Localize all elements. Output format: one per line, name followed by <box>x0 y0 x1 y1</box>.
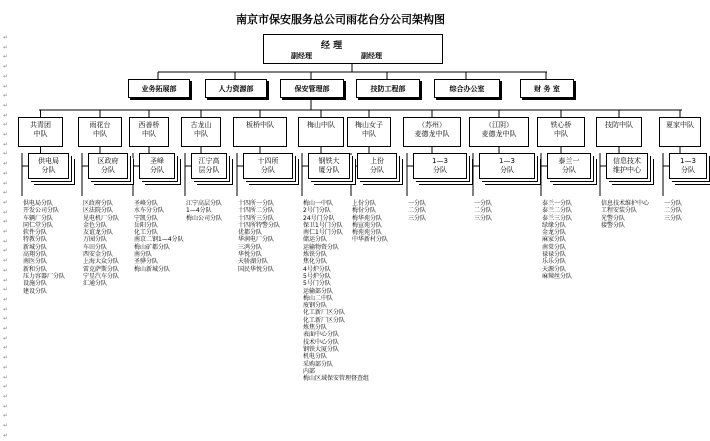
team-list-item: 华悦分队 <box>238 251 263 259</box>
team-list-item: 乐乐分队 <box>542 258 567 266</box>
squad-box <box>347 117 391 147</box>
team-list-item: 宁星汽车分队 <box>83 272 120 280</box>
paragraph-mark-icon: ↵ <box>3 82 9 90</box>
department-box: 业务拓展部 <box>128 79 190 98</box>
team-list-item: 见电机厂分队 <box>83 214 120 222</box>
team-list-item: 汇通分队 <box>83 280 108 288</box>
team-list-item: 一分队 <box>474 200 493 207</box>
department-box: 财 务 室 <box>520 79 574 98</box>
team-list-item: 万园分队 <box>83 236 108 244</box>
deputy-manager-right: 副经理 <box>361 52 382 60</box>
team-list-item: 接警分队 <box>601 221 626 229</box>
paragraph-mark-icon: ↵ <box>3 354 9 362</box>
team-list-item: 2号门分队 <box>303 207 331 215</box>
paragraph-mark-icon: ↵ <box>3 412 9 420</box>
team-list-item: 设施分队 <box>23 280 48 288</box>
team-box <box>308 153 350 179</box>
team-list-item: 华润电厂分队 <box>238 236 275 244</box>
paragraph-mark-icon: ↵ <box>3 208 9 216</box>
team-list <box>186 200 222 222</box>
paragraph-mark-icon: ↵ <box>3 402 9 410</box>
team-label: 1—3 分队 <box>432 157 448 174</box>
team-list-item: 同仁堂分队 <box>23 221 54 229</box>
team-list-item: 工程安装分队 <box>601 207 638 215</box>
squad-box <box>18 117 63 147</box>
team-list-item: 十四所一分队 <box>238 200 275 207</box>
chart-title: 南京市保安服务总公司雨花台分公司架构图 <box>236 13 445 26</box>
paragraph-mark-icon: ↵ <box>3 92 9 100</box>
squad-label: 梅山女子 中队 <box>355 121 383 138</box>
team-label: 十四所 分队 <box>257 157 279 174</box>
team-list-item: 5号炉分队 <box>303 272 331 280</box>
squad-label: 技防中队 <box>605 121 633 129</box>
team-list-item: 梅苑苑分队 <box>352 229 383 237</box>
team-list-item: 梅华苑分队 <box>352 214 383 222</box>
team-list-item: 区法院分队 <box>83 207 114 215</box>
team-list-item: 泰兰二分队 <box>542 207 573 215</box>
team-list-item: 供电局分队 <box>23 200 54 207</box>
paragraph-mark-icon: ↵ <box>3 363 9 371</box>
paragraph-mark-icon: ↵ <box>3 189 9 197</box>
paragraph-mark-icon: ↵ <box>3 63 9 71</box>
paragraph-mark-icon: ↵ <box>3 334 9 342</box>
team-list-item: 友谊龙分队 <box>83 229 114 237</box>
squad-box <box>129 117 169 147</box>
team-list-item: 南仁1号门分队 <box>303 229 343 237</box>
team-list-item: 十四所特警分队 <box>238 221 281 229</box>
team-list-item: 新和分队 <box>23 265 48 273</box>
team-box <box>479 153 535 179</box>
paragraph-mark-icon: ↵ <box>3 111 9 119</box>
paragraph-mark-icon: ↵ <box>3 305 9 313</box>
team-box <box>547 153 591 179</box>
team-list-item: 车田分队 <box>83 243 108 251</box>
squad-label: 西善桥 中队 <box>138 121 160 138</box>
team-list-item: 技术中心分队 <box>303 338 340 346</box>
team-list-item: 炼铁分队 <box>303 251 328 259</box>
department-box: 技防工程部 <box>356 79 420 98</box>
team-list-item: 5号门分队 <box>303 280 331 288</box>
team-list-item: 西安金分队 <box>83 251 114 259</box>
team-list-item: 宁凯分队 <box>134 214 159 222</box>
team-list <box>601 200 649 229</box>
squad-box <box>181 117 221 147</box>
team-list-item: 开发公司分队 <box>23 207 60 215</box>
team-list-item: 车辆厂分队 <box>23 214 54 222</box>
paragraph-mark-icon: ↵ <box>3 34 9 41</box>
team-box <box>606 153 648 179</box>
team-list-item: 二分队 <box>664 207 683 215</box>
team-list-item: 天骄湖分队 <box>238 258 269 266</box>
paragraph-mark-icon: ↵ <box>3 257 9 265</box>
team-list-item: 上份分队 <box>352 200 377 207</box>
team-list-item: 二分队 <box>474 207 493 215</box>
team-list-item: 二分队 <box>408 207 427 215</box>
paragraph-mark-icon: ↵ <box>3 392 9 400</box>
paragraph-mark-icon: ↵ <box>3 198 9 206</box>
team-list-item: 岳阳分队 <box>134 221 159 229</box>
squad-label: 铁心桥 中队 <box>550 121 572 138</box>
squad-label: 雨花台 中队 <box>89 121 111 138</box>
team-list-item: 一分队 <box>664 200 683 207</box>
team-list-item: 一分队 <box>408 200 427 207</box>
paragraph-mark-icon: ↵ <box>3 218 9 226</box>
team-box <box>191 153 227 179</box>
team-list-item: 废钢分队 <box>303 302 328 310</box>
team-label: 上份 分队 <box>370 157 384 174</box>
squad-box <box>233 117 287 147</box>
team-list-item: 机电分队 <box>303 353 328 361</box>
team-list-item: 梅份分队 <box>352 207 377 215</box>
team-list-item: 三分队 <box>664 214 683 222</box>
squad-box <box>298 117 344 147</box>
team-list-item: 十四所二分队 <box>238 207 275 215</box>
team-list-item: 钢铁大厦分队 <box>303 345 340 353</box>
team-list-item: 光警分队 <box>601 214 626 222</box>
team-list-item: 焦化分队 <box>303 258 328 266</box>
deputy-manager-left: 副经理 <box>291 52 312 60</box>
team-list <box>83 200 119 288</box>
team-list-item: 运输部分队 <box>303 287 334 295</box>
team-label: 1—3 分队 <box>680 157 696 174</box>
team-list-item: 泰兰一分队 <box>542 200 573 207</box>
team-list-item: 麻家分队 <box>542 236 567 244</box>
team-list <box>408 200 426 222</box>
paragraph-mark-icon: ↵ <box>3 247 9 255</box>
team-list-item: 采购部分队 <box>303 360 334 368</box>
paragraph-mark-icon: ↵ <box>3 150 9 158</box>
paragraph-mark-icon: ↵ <box>3 131 9 138</box>
team-list-item: 化工分队 <box>134 229 159 237</box>
team-list-item: 圣峰分队 <box>134 200 159 207</box>
team-list-item: 三分队 <box>474 214 493 222</box>
squad-label: 古龙山 中队 <box>190 121 212 138</box>
team-list-item: 信息技术维护中心 <box>601 200 650 207</box>
squad-box <box>596 117 642 147</box>
paragraph-mark-icon: ↵ <box>3 101 9 109</box>
team-list-item: 建设分队 <box>23 287 48 295</box>
paragraph-mark-icon: ↵ <box>3 422 9 429</box>
team-list-item: 优都分队 <box>238 229 263 237</box>
team-list-item: 梅山一中队 <box>303 200 334 207</box>
team-list-item: 梅山矿都分队 <box>134 243 171 251</box>
squad-label: 梅山中队 <box>307 121 335 129</box>
paragraph-mark-icon: ↵ <box>3 383 9 391</box>
team-box <box>669 153 707 179</box>
team-label: 供电局 分队 <box>38 157 59 174</box>
squad-label: 共青团 中队 <box>30 121 51 138</box>
team-list-item: 内部 <box>303 367 316 375</box>
paragraph-mark-icon: ↵ <box>3 295 9 303</box>
team-list-item: 保卫1号门分队 <box>303 221 343 229</box>
paragraph-mark-icon: ↵ <box>3 160 9 168</box>
team-label: 信息技术 维护中心 <box>613 157 641 174</box>
team-list-item: 麻辣丝分队 <box>542 272 573 280</box>
team-list-item: 南棠分队 <box>542 243 567 251</box>
team-list-item: 化工新厂区分队 <box>303 316 346 324</box>
paragraph-mark-icon: ↵ <box>3 431 9 439</box>
team-list-item: 金龙分队 <box>542 229 567 237</box>
team-list-item: 特教分队 <box>23 236 48 244</box>
team-list-item: 圣骅分队 <box>134 258 159 266</box>
department-box: 保安管理部 <box>280 79 344 98</box>
paragraph-mark-icon: ↵ <box>3 179 9 187</box>
squad-label: 板桥中队 <box>246 121 274 129</box>
general-manager-box <box>263 34 443 64</box>
team-list-item: 十四所三分队 <box>238 214 275 222</box>
paragraph-mark-icon: ↵ <box>3 276 9 284</box>
team-list-item: 江宁高层分队 <box>186 200 223 207</box>
manager-label: 经 理 <box>321 41 343 51</box>
team-label: 钢铁大 厦分队 <box>318 157 340 174</box>
paragraph-mark-icon: ↵ <box>3 53 9 61</box>
squad-box <box>537 117 585 147</box>
squad-box <box>469 117 529 147</box>
paragraph-mark-icon: ↵ <box>3 344 9 352</box>
team-list-item: 南分队 <box>134 251 153 259</box>
team-box <box>139 153 175 179</box>
paragraph-mark-icon: ↵ <box>3 325 9 332</box>
team-box <box>88 153 128 179</box>
team-list <box>352 200 388 244</box>
team-list-item: 上海大众分队 <box>83 258 120 266</box>
squad-box <box>78 117 122 147</box>
paragraph-mark-icon: ↵ <box>3 72 9 80</box>
department-box: 人力资源部 <box>205 79 267 98</box>
team-list-item: 梅山二中队 <box>303 294 334 302</box>
team-box <box>413 153 467 179</box>
paragraph-mark-icon: ↵ <box>3 43 9 51</box>
team-list-item: 天源分队 <box>542 265 567 273</box>
squad-label: （江阴） 麦德龙中队 <box>481 121 517 138</box>
team-list-item: 雷克萨斯分队 <box>83 265 120 273</box>
paragraph-mark-icon: ↵ <box>3 228 9 235</box>
squad-label: 夏家中队 <box>666 121 694 129</box>
team-label: 圣峰 分队 <box>150 157 164 174</box>
team-list-item: 4号炉分队 <box>303 265 331 273</box>
team-list-item: 绿缘分队 <box>542 221 567 229</box>
team-list <box>542 200 572 280</box>
team-list-item: 金色分队 <box>83 221 108 229</box>
team-list-item: 梅山区域保安管理督查组 <box>303 375 370 383</box>
paragraph-mark-icon: ↵ <box>3 169 9 177</box>
team-list-item: 储运分队 <box>303 236 328 244</box>
team-list <box>134 200 184 273</box>
team-list <box>23 200 65 295</box>
team-box <box>28 153 69 179</box>
team-box <box>357 153 397 179</box>
squad-box <box>659 117 701 147</box>
team-label: 区政府 分队 <box>97 157 119 174</box>
team-list-item: 梅山新城分队 <box>134 265 171 273</box>
paragraph-mark-icon: ↵ <box>3 140 9 148</box>
team-list-item: 南京二钢1—4分队 <box>134 236 184 244</box>
team-list-item: 区政府分队 <box>83 200 114 207</box>
team-list-item: 三分队 <box>408 214 427 222</box>
team-list-item: 泰兰三分队 <box>542 214 573 222</box>
paragraph-mark-icon: ↵ <box>3 266 9 274</box>
team-label: 泰兰一 分队 <box>558 157 580 174</box>
team-list-item: 1—4分队 <box>186 207 212 215</box>
team-label: 江宁高 层分队 <box>198 157 220 174</box>
team-list-item: 国民华悦分队 <box>238 265 275 273</box>
team-list-item: 三鸿分队 <box>238 243 263 251</box>
team-list-item: 梅宣苑分队 <box>352 221 383 229</box>
paragraph-mark-icon: ↵ <box>3 373 9 381</box>
team-list-item: 南医分队 <box>23 258 48 266</box>
department-box: 综合办公室 <box>434 79 500 98</box>
team-list-item: 水车分分队 <box>134 207 165 215</box>
team-list-item: 软件分队 <box>23 229 48 237</box>
team-list-item: 禄禄分队 <box>542 251 567 259</box>
team-list-item: 化工新厂区分队 <box>303 309 346 317</box>
team-list-item: 运输物资分队 <box>303 243 340 251</box>
squad-box <box>403 117 461 147</box>
team-list <box>238 200 280 273</box>
team-list <box>664 200 682 222</box>
team-list-item: 表面中心分队 <box>303 331 340 339</box>
team-list-item: 24号门分队 <box>303 214 335 222</box>
team-list-item: 高翔分队 <box>23 251 48 259</box>
team-label: 1—3 分队 <box>499 157 515 174</box>
squad-label: （苏州） 麦德龙中队 <box>414 121 450 138</box>
team-list-item: 新城分队 <box>23 243 48 251</box>
team-list-item: 压力容器厂分队 <box>23 272 66 280</box>
paragraph-mark-icon: ↵ <box>3 315 9 323</box>
team-list <box>474 200 492 222</box>
paragraph-mark-icon: ↵ <box>3 286 9 294</box>
paragraph-mark-icon: ↵ <box>3 237 9 245</box>
team-list-item: 梅山公司分队 <box>186 214 223 222</box>
paragraph-mark-icon: ↵ <box>3 121 9 129</box>
team-list-item: 中华新村分队 <box>352 236 389 244</box>
team-list-item: 炼焦分队 <box>303 324 328 332</box>
team-box <box>243 153 293 179</box>
